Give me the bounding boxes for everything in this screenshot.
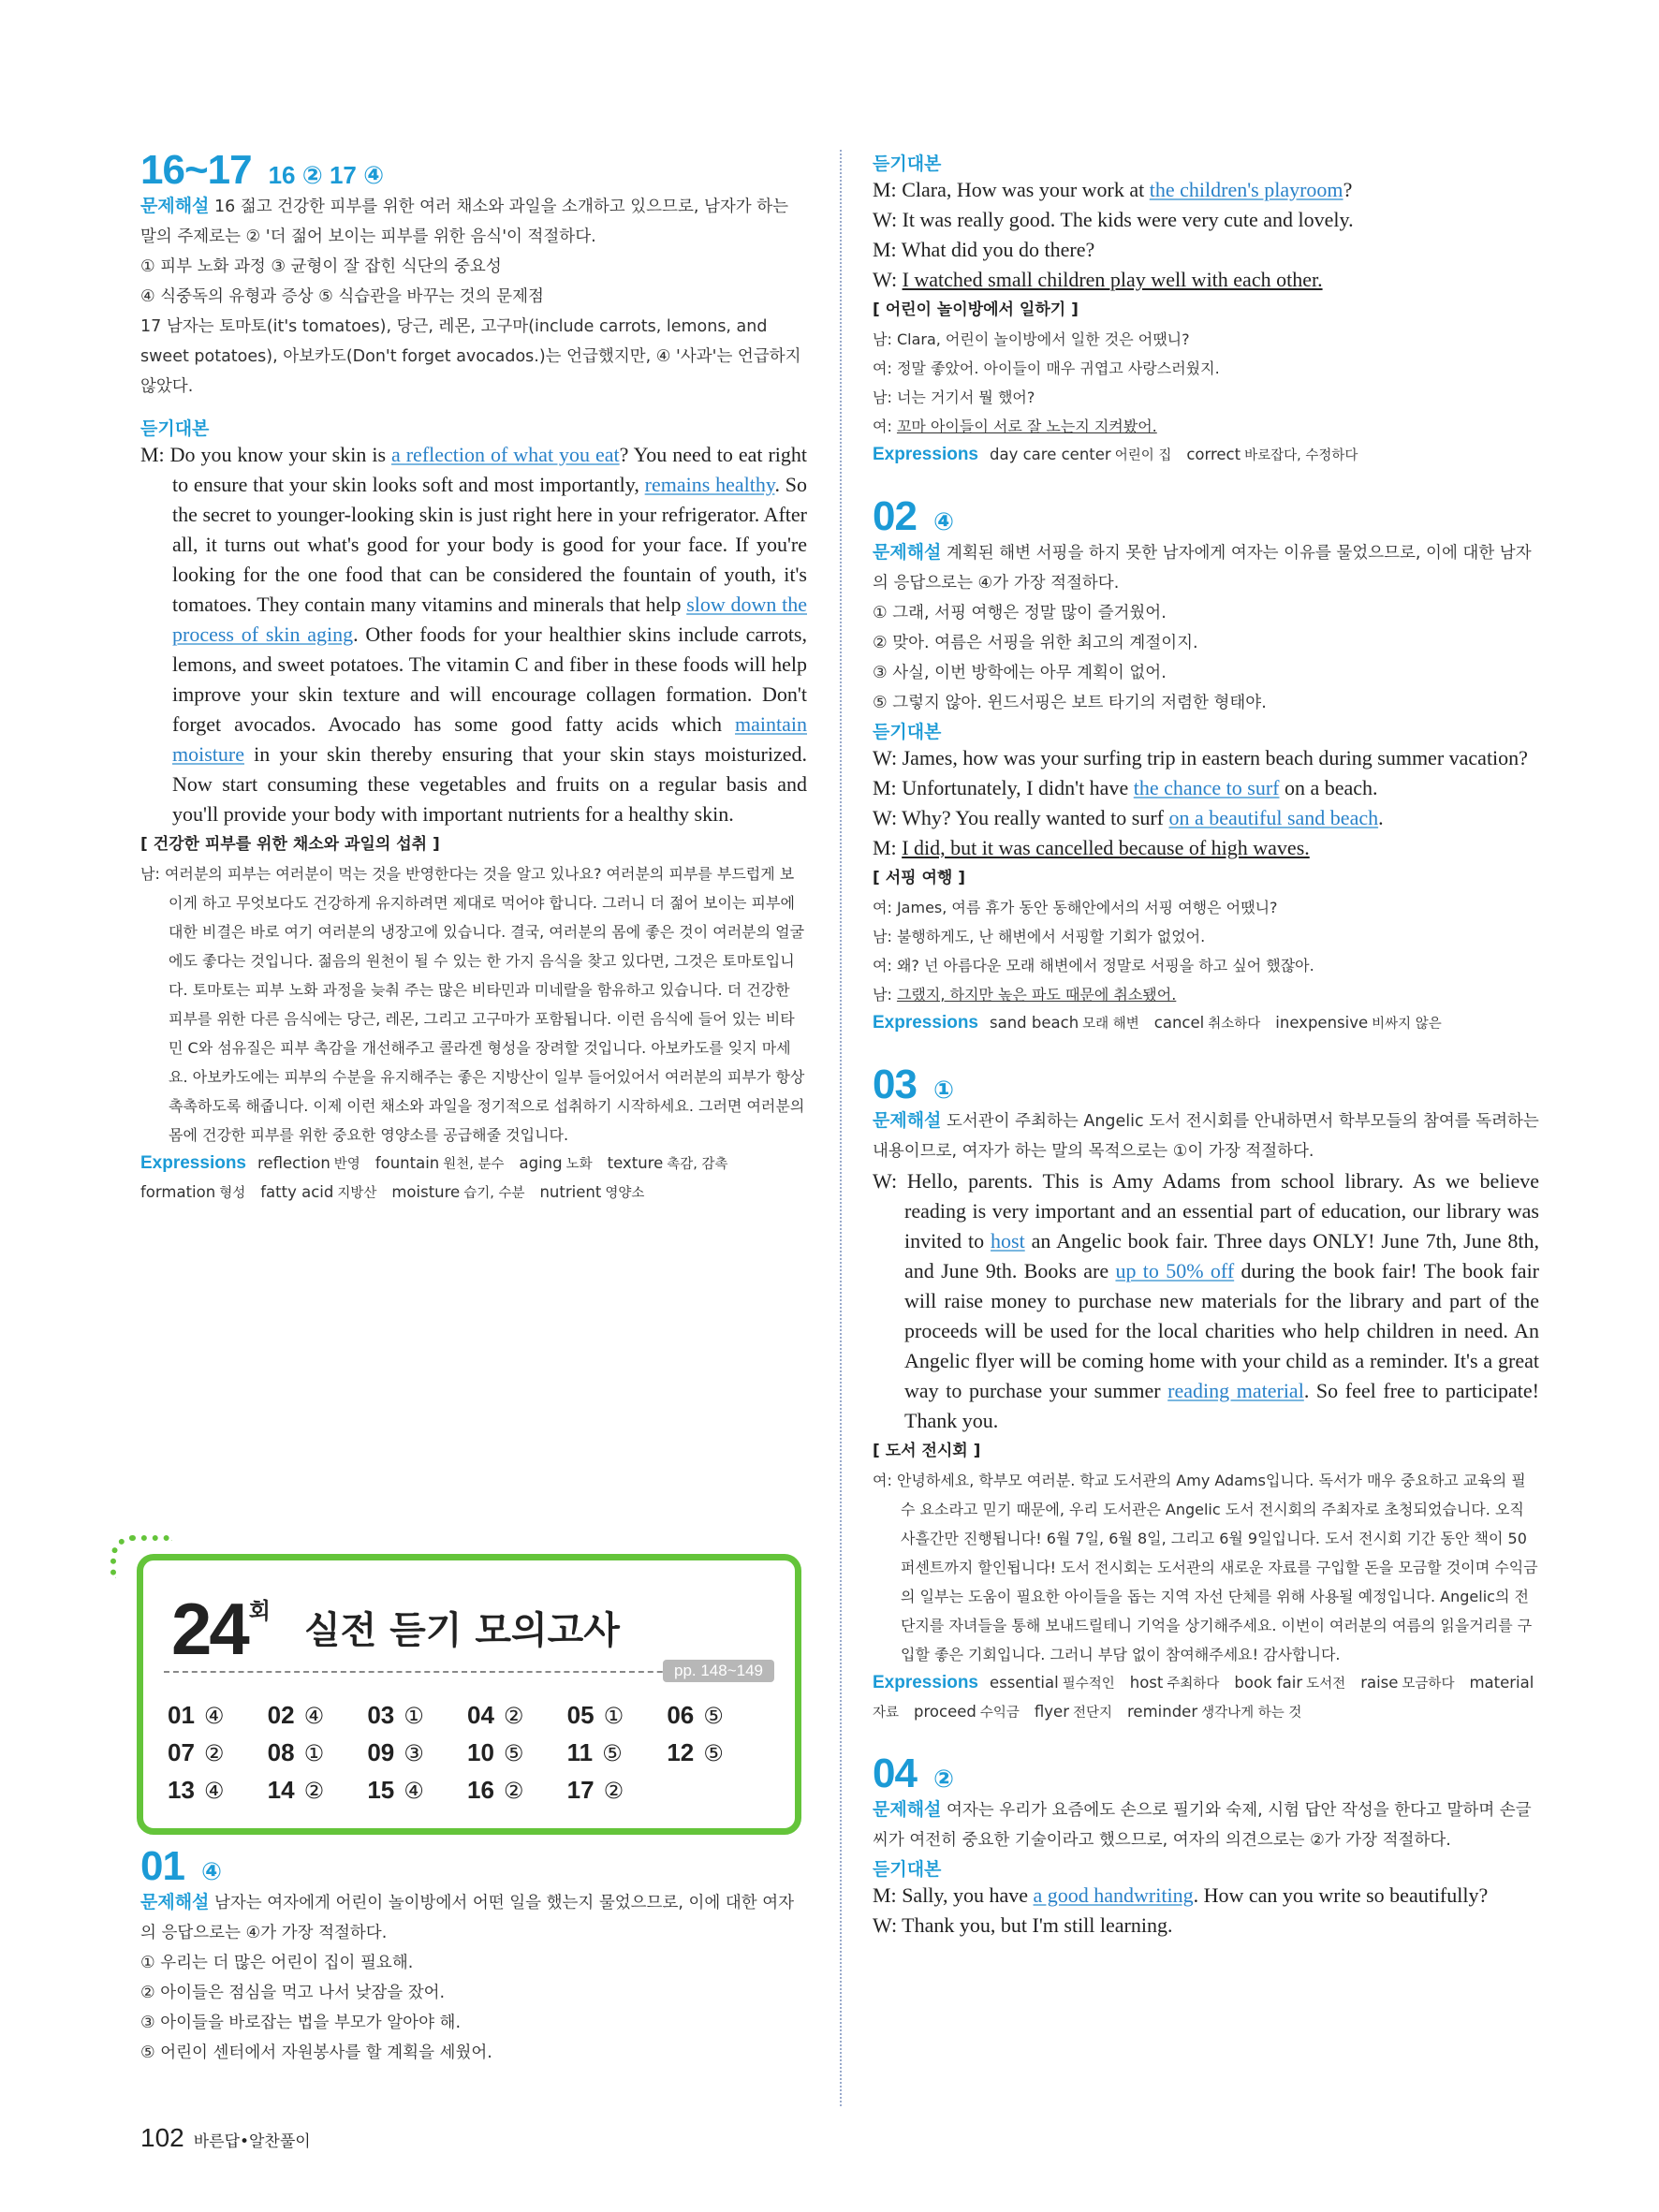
translation-title: [ 서핑 여행 ] [873,869,965,887]
expression-word: fountain [374,1154,440,1172]
test-number-suffix: 회 [248,1599,271,1624]
script-16-17: M: Do you know your skin is a reflection of what you eat? You need to eat right to ensure that your skin looks soft and most importantly, remains healthy. So the secret to younger-looking skin is just right here in your refrigerator. After all, it turns out what's good for your body is good for your face. If you're looking for the one food that can be considered the fountain of youth, it's tomatoes. They contain many vitamins and minerals that help slow down the process of skin aging. Other foods for your healthier skins include carrots, lemons, and sweet potatoes. The vitamin C and fiber in these foods will help improve your skin texture and will encourage collagen formation. Don't forget avocados. Avocado has some good fatty acids which maintain moisture in your skin thereby ensuring that your skin stays moisturized. Now start consuming these vegetables and fruits on a regular basis and you'll provide your body with important nutrients for a healthy skin. [140,443,808,826]
expression-word: moisture [391,1183,461,1201]
option-line: ② 맞아. 여름은 서핑을 위한 최고의 계절이지. [873,634,1198,652]
highlight-phrase: slow down the process of skin aging [172,593,807,646]
page-number: 102 [140,2123,184,2152]
section-02-heading: 02 ④ [873,493,954,539]
script-line: W: James, how was your surfing trip in eastern beach during summer vacation? [873,746,1528,769]
section-01-heading: 01 ④ [140,1843,222,1889]
expression-word: day care center [990,446,1111,463]
expression-word: aging [519,1154,563,1172]
expression-meaning: 생각나게 하는 것 [1201,1706,1302,1721]
script-label: 듣기대본 [873,723,942,742]
expression-meaning: 주최하다 [1167,1677,1220,1692]
expressions-01: Expressions day care center 어린이 집 correct 바로잡다, 수정하다 [873,445,1358,464]
column-separator [840,150,842,2106]
translation-title: [ 건강한 피부를 위한 채소와 과일의 섭취 ] [140,835,440,854]
expression-word: nutrient [539,1183,602,1201]
highlight-phrase: maintain moisture [172,712,807,766]
script-label: 듣기대본 [873,154,942,174]
expression-word: book fair [1234,1674,1303,1692]
translation-title: [ 어린이 놀이방에서 일하기 ] [873,300,1079,319]
script-line: M: I did, but it was cancelled because of high waves. [873,836,1310,859]
expression-meaning: 원천, 분수 [443,1157,505,1172]
expressions-02: Expressions sand beach 모래 해변 cancel 취소하다 inexpensive 비싸지 않은 [873,1013,1442,1033]
expression-meaning: 자료 [873,1706,900,1721]
highlight-phrase: the children's playroom [1149,178,1343,201]
answer-item: 03 ① [367,1701,424,1729]
option-line: ③ 아이들을 바로잡는 법을 부모가 알아야 해. [140,2014,462,2032]
expression-meaning: 모금하다 [1402,1677,1455,1692]
expression-meaning: 영양소 [605,1186,645,1201]
page-footer [140,2123,311,2153]
right-column [873,150,1539,1941]
explanation-04: 문제해설 여자는 우리가 요즘에도 손으로 필기와 숙제, 시험 답안 작성을 한다고 말하며 손글씨가 여전히 중요한 기술이라고 했으므로, 여자의 의견으로는 ②가 가장 적절하다. [873,1799,1532,1850]
answer-item: 17 ② [566,1776,624,1804]
highlight-phrase: remains healthy [644,473,775,496]
test-title [171,1587,620,1672]
explanation-01: 문제해설 남자는 여자에게 어린이 놀이방에서 어떤 일을 했는지 물었으므로, 이에 대한 여자의 응답으로는 ④가 가장 적절하다. [140,1892,795,1942]
option-line: ④ 식중독의 유형과 증상 ⑤ 식습관을 바꾸는 것의 문제점 [140,287,544,306]
expression-meaning: 형성 [219,1186,246,1201]
translation-line: 여: 꼬마 아이들이 서로 잘 노는지 지켜봤어. [873,417,1157,435]
expression-word: cancel [1153,1014,1205,1032]
translation-line: 여: James, 여름 휴가 동안 동해안에서의 서핑 여행은 어땠니? [873,899,1278,916]
script-line: W: Thank you, but I'm still learning. [873,1913,1173,1937]
expression-word: flyer [1034,1703,1069,1721]
expressions-03: Expressions essential 필수적인 host 주최하다 book fair 도서전 raise 모금하다 material자료 proceed 수익금 flyer 전단지 reminder 생각나게 하는 것 [873,1673,1534,1721]
expression-word: reminder [1127,1703,1198,1721]
option-line: ⑤ 그렇지 않아. 윈드서핑은 보트 타기의 저렴한 형태야. [873,694,1267,712]
expression-word: sand beach [990,1014,1079,1032]
expression-meaning: 도서전 [1306,1677,1346,1692]
expression-word: essential [990,1674,1059,1692]
answer-item: 02 ④ [267,1701,325,1729]
answer-item: 13 ④ [168,1776,225,1804]
expression-word: inexpensive [1275,1014,1369,1032]
explanation-label: 문제해설 [140,196,210,216]
answer-item: 05 ① [566,1701,624,1729]
expression-meaning: 취소하다 [1208,1017,1261,1032]
expression-word: formation [140,1183,216,1201]
answer-item: 04 ② [466,1701,524,1729]
expression-meaning: 반영 [333,1157,360,1172]
test-number: 24 [171,1588,247,1670]
option-line: ① 우리는 더 많은 어린이 집이 필요해. [140,1954,414,1972]
answer-item: 15 ④ [367,1776,424,1804]
expression-meaning: 비싸지 않은 [1372,1017,1442,1032]
script-line: M: Clara, How was your work at the children's playroom? [873,178,1353,201]
highlight-phrase: a reflection of what you eat [390,443,620,466]
section-answer: 16 ② 17 ④ [268,161,385,189]
explanation-03: 문제해설 도서관이 주최하는 Angelic 도서 전시회를 안내하면서 학부모들의 참여를 독려하는 내용이므로, 여자가 하는 말의 목적으로는 ①이 가장 적절하다. [873,1110,1539,1161]
expression-word: host [1129,1674,1164,1692]
expression-meaning: 전단지 [1072,1706,1113,1721]
script-line: W: I watched small children play well with each other. [873,268,1323,291]
expression-meaning: 모래 해변 [1082,1017,1139,1032]
translation-title: [ 도서 전시회 ] [873,1442,981,1460]
expression-word: raise [1360,1674,1399,1692]
translation-line: 남: Clara, 어린이 놀이방에서 일한 것은 어땠니? [873,330,1190,348]
translation-16-17: 남: 여러분의 피부는 여러분이 먹는 것을 반영한다는 것을 알고 있나요? 여러분의 피부를 부드럽게 보이게 하고 무엇보다도 건강하게 유지하려면 제대로 먹어야 합니다. 그러니 더 젊어 보이는 피부에 대한 비결은 바로 여기 여러분의 냉장고에 있습니다. 결국, 여러분의 몸에 좋은 것이 여러분의 얼굴에도 좋다는 것입니다. 젊음의 원천이 될 수 있는 한 가지 음식을 찾고 있다면, 그것은 토마토입니다. 토마토는 피부 노화 과정을 늦춰 주는 많은 비타민과 미네랄을 함유하고 있습니다. 더 건강한 피부를 위한 다른 음식에는 당근, 레몬, 그리고 고구마가 포함됩니다. 이런 음식에 들어 있는 비타민 C와 섬유질은 피부 촉감을 개선해주고 콜라겐 형성을 장려할 것입니다. 아보카도를 잊지 마세요. 아보카도에는 피부의 수분을 유지해주는 좋은 지방산이 일부 들어있어서 여러분의 피부가 항상 촉촉하도록 해줍니다. 이제 이런 채소와 과일을 정기적으로 섭취하기 시작하세요. 그러면 여러분의 몸에 건강한 피부를 위한 중요한 영양소를 공급해줄 것입니다. [140,865,805,1144]
book-title: 바른답•알찬풀이 [193,2132,311,2151]
answer-grid [168,1699,767,1808]
expression-meaning: 노화 [565,1157,593,1172]
answer-item: 01 ④ [168,1701,225,1729]
section-03-heading: 03 ① [873,1062,954,1107]
answer-item: 12 ⑤ [667,1738,724,1766]
answer-key-box [137,1554,801,1835]
answer-item: 06 ⑤ [667,1701,724,1729]
translation-line: 남: 너는 거기서 뭘 했어? [873,388,1035,406]
answer-item: 09 ③ [367,1738,424,1766]
option-line: ⑤ 어린이 센터에서 자원봉사를 할 계획을 세웠어. [140,2044,492,2062]
expression-meaning: 필수적인 [1062,1677,1115,1692]
explanation-16: 문제해설 16 젊고 건강한 피부를 위한 여러 채소와 과일을 소개하고 있으므로, 남자가 하는 말의 주제로는 ② '더 젊어 보이는 피부를 위한 음식'이 적절하다. [140,196,789,246]
section-04-heading: 04 ② [873,1751,954,1796]
answer-item: 16 ② [466,1776,524,1804]
answer-item: 07 ② [168,1738,225,1766]
test-name: 실전 듣기 모의고사 [303,1609,620,1652]
translation-line: 여: 정말 좋았어. 아이들이 매우 귀엽고 사랑스러웠지. [873,359,1220,377]
expression-meaning: 습기, 수분 [463,1186,525,1201]
expressions-16-17 [140,1150,807,1208]
explanation-02: 문제해설 계획된 해변 서핑을 하지 못한 남자에게 여자는 이유를 물었으므로, 이에 대한 남자의 응답으로는 ④가 가장 적절하다. [873,542,1532,593]
left-column-bottom [140,1837,807,2068]
expression-word: material [1469,1674,1534,1692]
option-line: ② 아이들은 점심을 먹고 나서 낮잠을 잤어. [140,1984,446,2002]
script-line: W: Why? You really wanted to surf on a beautiful sand beach. [873,806,1384,829]
expression-meaning: 촉감, 감촉 [667,1157,728,1172]
expression-word: fatty acid [260,1183,334,1201]
answer-item: 08 ① [267,1738,325,1766]
explanation-17: 17 남자는 토마토(it's tomatoes), 당근, 레몬, 고구마(include carrots, lemons, and sweet potatoes), 아보카도(Don't forget avocados.)는 언급했지만, ④ '사과'는 언급하지 않았다. [140,317,801,396]
expression-word: reflection [257,1154,330,1172]
script-03: W: Hello, parents. This is Amy Adams from school library. As we believe reading is very important and an essential part of education, our library was invited to host an Angelic book fair. Three days ONLY! June 7th, June 8th, and June 9th. Books are up to 50% off during the book fair! The book fair will raise money to purchase new materials for the library and part of the proceeds will be used for the local charities who help children in need. An Angelic flyer will be coming home with your child as a reminder. It's a great way to purchase your summer reading material. So feel free to participate! Thank you. [873,1169,1540,1432]
script-line: W: It was really good. The kids were very cute and lovely. [873,208,1354,231]
expression-meaning: 수익금 [979,1706,1020,1721]
script-line: M: Sally, you have a good handwriting. How can you write so beautifully? [873,1883,1489,1907]
option-line: ③ 사실, 이번 방학에는 아무 계획이 없어. [873,664,1167,682]
answer-item: 14 ② [267,1776,325,1804]
script-line: M: Unfortunately, I didn't have the chance to surf on a beach. [873,776,1378,799]
expression-meaning: 어린이 집 [1114,448,1172,463]
translation-line: 남: 불행하게도, 난 해변에서 서핑할 기회가 없었어. [873,928,1206,945]
translation-line: 여: 왜? 넌 아름다운 모래 해변에서 정말로 서핑을 하고 싶어 했잖아. [873,957,1314,974]
answer-item: 10 ⑤ [466,1738,524,1766]
expression-meaning: 지방산 [337,1186,377,1201]
left-column [140,147,808,1208]
translation-line: 남: 그랬지, 하지만 높은 파도 때문에 취소됐어. [873,986,1177,1003]
option-line: ① 피부 노화 과정 ③ 균형이 잘 잡힌 식단의 중요성 [140,257,502,276]
expression-word: texture [607,1154,664,1172]
section-16-17-heading [140,147,807,193]
expression-word: proceed [914,1703,976,1721]
page-reference: pp. 148~149 [663,1660,774,1682]
expressions-label: Expressions [140,1153,246,1173]
script-line: M: What did you do there? [873,238,1095,261]
answer-item: 11 ⑤ [566,1738,623,1766]
script-label: 듣기대본 [140,419,210,439]
translation-03: 여: 안녕하세요, 학부모 여러분. 학교 도서관의 Amy Adams입니다. 독서가 매우 중요하고 교육의 필수 요소라고 믿기 때문에, 우리 도서관은 Angelic 도서 전시회의 주최자로 초청되었습니다. 오직 사흘간만 진행됩니다! 6월 7일, 6월 8일, 그리고 6월 9일입니다. 도서 전시회 기간 동안 책이 50퍼센트까지 할인됩니다! 도서 전시회는 도서관의 새로운 자료를 구입할 돈을 모금할 것이며 수익금의 일부는 도움이 필요한 아이들을 돕는 지역 자선 단체를 위해 사용될 예정입니다. Angelic의 전단지를 자녀들을 통해 보내드릴테니 기억을 상기해주세요. 이번이 여러분의 여름의 읽을거리를 구입할 좋은 기회입니다. 그러니 부담 없이 참여해주세요! 감사합니다. [873,1472,1538,1663]
expression-meaning: 바로잡다, 수정하다 [1244,448,1358,463]
expression-word: correct [1186,446,1241,463]
option-line: ① 그래, 서핑 여행은 정말 많이 즐거웠어. [873,604,1167,623]
section-number: 16~17 [140,147,252,193]
script-label: 듣기대본 [873,1860,942,1880]
